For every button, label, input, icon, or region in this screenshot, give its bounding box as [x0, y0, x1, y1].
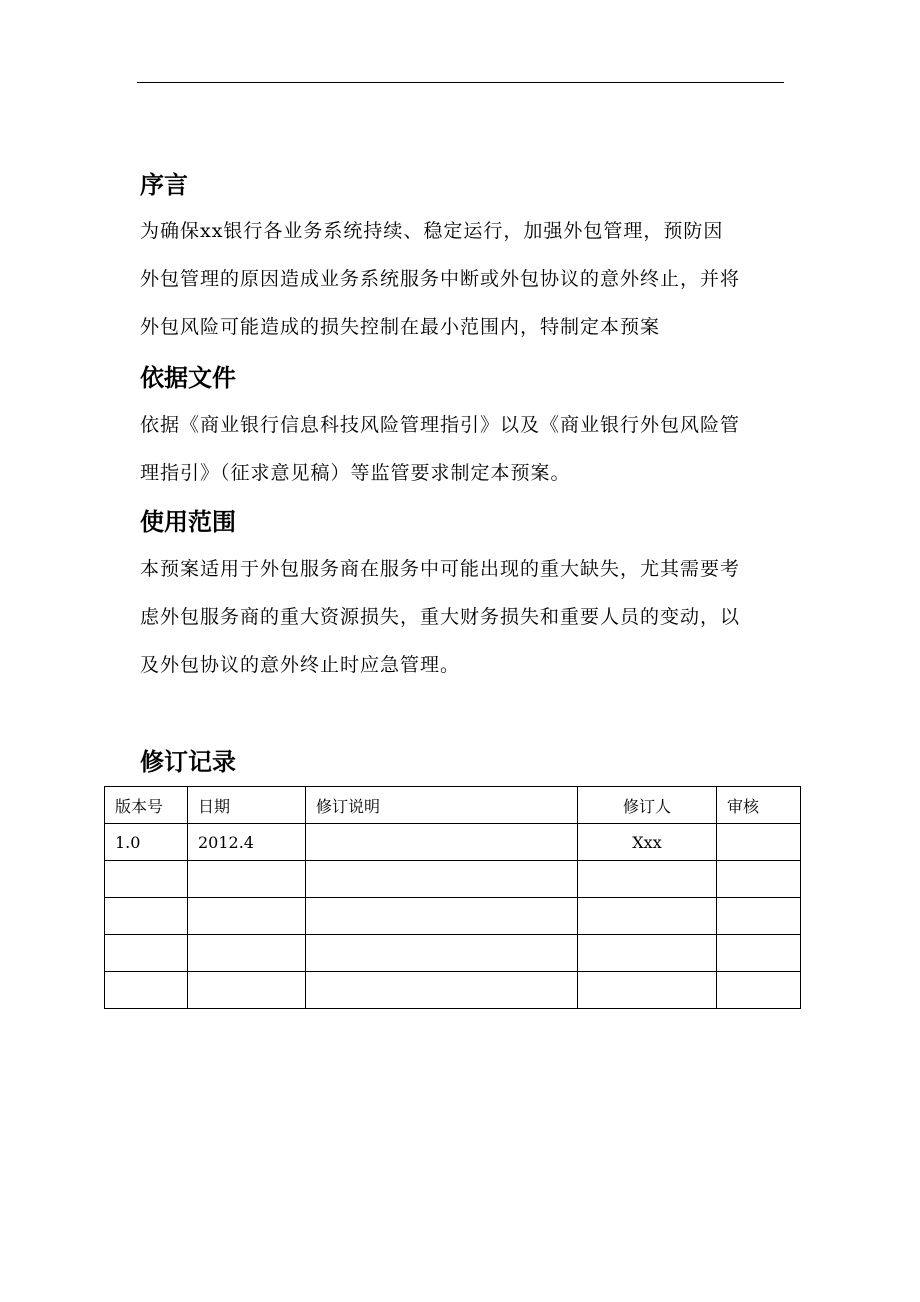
revision-heading: 修订记录 — [140, 748, 236, 776]
table-cell — [717, 935, 801, 972]
table-cell — [306, 898, 578, 935]
revision-table — [104, 786, 801, 1009]
table-row — [105, 935, 801, 972]
body-line: 虑外包服务商的重大资源损失，重大财务损失和重要人员的变动，以 — [140, 606, 741, 628]
table-cell — [105, 861, 188, 898]
column-header-reviser: 修订人 — [578, 787, 717, 824]
column-header-reviewer: 审核 — [717, 787, 801, 824]
column-header-version: 版本号 — [105, 787, 188, 824]
table-cell — [306, 972, 578, 1009]
table-cell — [306, 824, 578, 861]
table-cell — [578, 898, 717, 935]
table-cell — [306, 935, 578, 972]
table-cell — [717, 898, 801, 935]
section-heading-scope: 使用范围 — [140, 508, 236, 536]
table-row — [105, 972, 801, 1009]
table-cell — [105, 935, 188, 972]
body-line: 外包管理的原因造成业务系统服务中断或外包协议的意外终止，并将 — [140, 268, 741, 290]
table-cell: Xxx — [578, 824, 717, 861]
table-row — [105, 898, 801, 935]
body-line: 及外包协议的意外终止时应急管理。 — [140, 654, 461, 676]
body-line: 外包风险可能造成的损失控制在最小范围内，特制定本预案 — [140, 316, 661, 338]
body-line: 依据《商业银行信息科技风险管理指引》以及《商业银行外包风险管 — [140, 414, 741, 436]
section-body-basis — [140, 401, 785, 497]
table-cell — [188, 861, 306, 898]
body-line: 本预案适用于外包服务商在服务中可能出现的重大缺失，尤其需要考 — [140, 558, 741, 580]
table-cell — [105, 972, 188, 1009]
table-cell — [188, 935, 306, 972]
header-rule — [137, 82, 784, 83]
table-cell: 1.0 — [105, 824, 188, 861]
section-body-scope — [140, 545, 785, 689]
table-cell — [717, 824, 801, 861]
table-cell — [105, 898, 188, 935]
table-cell — [306, 861, 578, 898]
table-cell — [578, 935, 717, 972]
table-cell — [717, 861, 801, 898]
table-row — [105, 861, 801, 898]
column-header-description: 修订说明 — [306, 787, 578, 824]
section-heading-basis: 依据文件 — [140, 364, 236, 392]
table-header-row — [105, 787, 801, 824]
section-heading-preface: 序言 — [140, 171, 188, 199]
body-line: 理指引》（征求意见稿）等监管要求制定本预案。 — [140, 462, 571, 484]
table-cell — [717, 972, 801, 1009]
table-cell — [578, 972, 717, 1009]
table-cell — [188, 972, 306, 1009]
table-cell — [578, 861, 717, 898]
table-cell — [188, 898, 306, 935]
section-body-preface — [140, 207, 785, 351]
body-line: 为确保xx银行各业务系统持续、稳定运行，加强外包管理，预防因 — [140, 220, 724, 242]
table-row — [105, 824, 801, 861]
table-cell: 2012.4 — [188, 824, 306, 861]
column-header-date: 日期 — [188, 787, 306, 824]
